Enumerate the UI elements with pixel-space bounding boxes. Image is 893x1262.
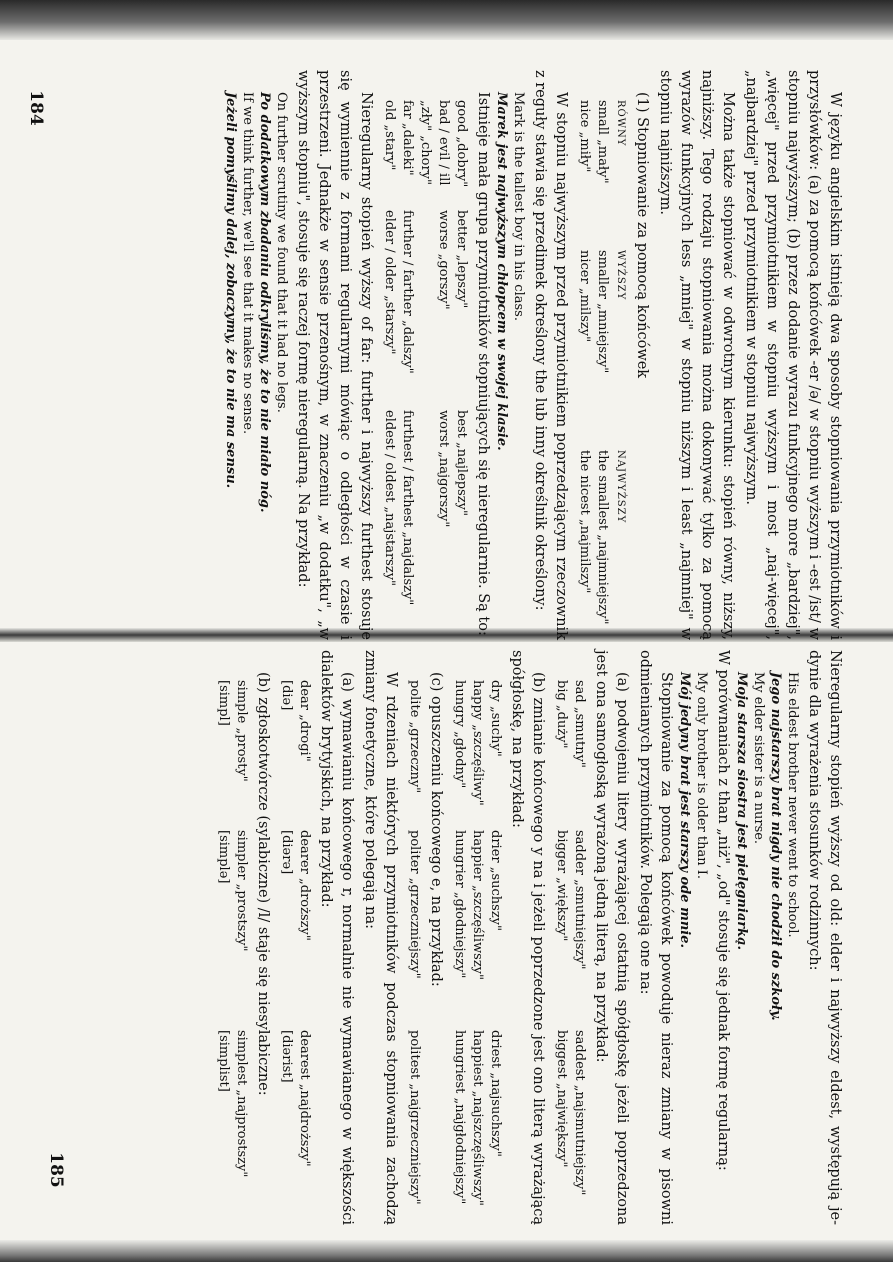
table-cell: dry „suchy" bbox=[488, 680, 503, 757]
table-cell: polite „grzeczny" bbox=[407, 680, 422, 794]
table-cell: politest „najgrzeczniejszy" bbox=[407, 1030, 422, 1205]
rule-a2: (a) wymawianiu końcowego r, normalnie nie wymawianego w większości dialektów brytyjskich, na przykład: bbox=[318, 650, 355, 1225]
table-cell: dearest „najdroższy" bbox=[297, 1030, 312, 1167]
rule-a: (a) podwojeniu litery wyrażającej ostatnią spółgłoskę jeżeli poprzedzona jest ona samogłoską wyrażoną jedną literą, na przykład: bbox=[593, 650, 630, 1225]
table-cell: further / farther „dalszy" bbox=[400, 210, 415, 374]
rule-b2: (b) zgłoskotwórcze (sylabiczne) /l/ staje się niesylabiczne: bbox=[255, 672, 271, 1096]
example bbox=[767, 650, 801, 1225]
table-cell: best „najlepszy" bbox=[454, 410, 469, 516]
table-cell: simpler „prostszy" bbox=[234, 830, 249, 952]
table-cell: worst „najgorszy" bbox=[436, 410, 451, 528]
table-cell: happiest „najszczęśliwszy" bbox=[470, 1030, 485, 1206]
table-cell: good „dobry" bbox=[454, 100, 469, 188]
table-cell: driest „najsuchszy" bbox=[488, 1030, 503, 1157]
example-pl: Po dodatkowym zbadaniu odkryliśmy, że to nie miało nóg. bbox=[257, 92, 272, 513]
table-cell: hungriest „najgłodniejszy" bbox=[452, 1030, 467, 1205]
table-cell: old „stary" bbox=[382, 100, 397, 171]
table-cell: better „lepszy" bbox=[454, 210, 469, 309]
old-note: Nieregularny stopień wyższy od old: elder i najwyższy eldest, występują je-dynie dla wyrażenia stosunków rodzinnych: bbox=[806, 650, 843, 1225]
table-cell: big „duży" bbox=[554, 680, 569, 749]
example-pl: Marek jest najwyższym chłopcem w swojej klasie. bbox=[494, 92, 509, 451]
far-note: Nieregularny stopień wyższy of far: further i najwyższy furthest stosuje się wymiennie z formami regularnymi mówiąc o odległości w czasie i przestrzeni. Jednakże w sensie przenośnym, w znaczeniu „w dodatku", „w wyższym stopniu", stosuje się raczej formę nieregularną. Na przykład: bbox=[295, 70, 374, 640]
example-en: My elder sister is a nurse. bbox=[751, 672, 766, 845]
intro-paragraph: W języku angielskim istnieją dwa sposoby stopniowania przymiotników i przysłówków: (a) za pomocą końcówek -er /ǝ/ w stopniu wyższym i -est /ist/ w stopniu najwyższym; (b) przez dodanie wyrazu funkcyjnego more „bardziej", „więcej" przed przymiotnikiem w stopniu wyższym i most „naj-więcej", „najbardziej" przed przymiotnikiem w stopniu najwyższym. bbox=[743, 70, 843, 640]
table-cell: simplest „najprostszy" bbox=[234, 1030, 249, 1178]
table-cell: elder / older „starszy" bbox=[382, 210, 397, 355]
table-cell: bad / evil / ill „zły" „chory" bbox=[418, 100, 451, 186]
example-pl: Mój jedyny brat jest starszy ode mnie. bbox=[677, 672, 692, 949]
table-cell: the nicest „najmilszy" bbox=[577, 450, 592, 594]
table-cell: biggest „największy" bbox=[554, 1030, 569, 1168]
section-heading: (1) Stopniowanie za pomocą końcówek bbox=[634, 92, 650, 379]
table-cell: far „daleki" bbox=[400, 100, 415, 176]
irregular-table bbox=[380, 70, 470, 640]
example-en: My only brother is older than I. bbox=[694, 672, 709, 880]
table-cell: the smallest „najmniejszy" bbox=[595, 450, 610, 625]
example bbox=[256, 70, 290, 640]
page-number-184: 184 bbox=[25, 90, 46, 126]
table-cell: hungry „głodny" bbox=[452, 680, 467, 789]
table-cell: [diǝ] bbox=[279, 680, 294, 711]
rule-a2-table bbox=[277, 650, 313, 1225]
table-cell: happier „szczęśliwszy" bbox=[470, 830, 485, 981]
table-cell: happy „szczęśliwy" bbox=[470, 680, 485, 806]
table-cell: nice „miły" bbox=[577, 100, 592, 173]
table-cell: small „mały" bbox=[595, 100, 610, 184]
table-cell: dearer „droższy" bbox=[297, 830, 312, 941]
example-en: If we think further, we'll see that it makes no sense. bbox=[240, 92, 255, 435]
rule-a-table bbox=[552, 650, 588, 1225]
table-header: WYŻSZY bbox=[615, 250, 626, 301]
example bbox=[676, 650, 710, 1225]
scanner-edge-top bbox=[0, 0, 893, 40]
rule-paragraph: W stopniu najwyższym przed przymiotnikiem poprzedzającym rzeczownik z reguły stawia się przedimek określony the lub inny określnik określony: bbox=[532, 70, 569, 640]
example-pl: Moja starsza siostra jest pielęgniarką. bbox=[734, 672, 749, 951]
table-cell: [simplist] bbox=[216, 1030, 231, 1092]
table-cell: dear „drogi" bbox=[297, 680, 312, 762]
example-en: His eldest brother never went to school. bbox=[785, 672, 800, 938]
page-number-185: 185 bbox=[45, 1152, 66, 1188]
table-cell: furthest / farthest „najdalszy" bbox=[400, 410, 415, 606]
than-note: W porównaniach z than „niż", „od" stosuje się jednak formę regularną: bbox=[715, 650, 731, 1171]
intro-paragraph-2: Można także stopniować w odwrotnym kierunku: stopień równy, niższy, najniższy. Tego rodzaju stopniowania można dokonywać tylko za pomocą wyrazów funkcyjnych less „mniej" w stopniu niższym i least „najmniej" w stopniu najniższym. bbox=[657, 70, 736, 640]
example-pl: Jego najstarszy brat nigdy nie chodził do szkoły. bbox=[768, 672, 783, 1021]
table-cell: nicer „milszy" bbox=[577, 250, 592, 343]
example bbox=[493, 70, 527, 640]
phonetic-note: W rdzeniach niektórych przymiotników podczas stopniowania zachodzą zmiany fonetyczne, które polegają na: bbox=[362, 650, 399, 1225]
rule-b: (b) zmianie końcowego y na i jeżeli poprzedzone jest ono literą wyrażającą spółgłoskę, na przykład: bbox=[509, 650, 546, 1225]
table-cell: smaller „mniejszy" bbox=[595, 250, 610, 374]
table-header: RÓWNY bbox=[615, 100, 626, 147]
rule-b-table bbox=[450, 650, 504, 1225]
example-en: On further scrutiny we found that it had no legs. bbox=[274, 92, 289, 413]
table-cell: sadder „smutniejszy" bbox=[572, 830, 587, 970]
table-cell: hungrier „głodniejszy" bbox=[452, 830, 467, 979]
rule-b2-table bbox=[214, 650, 250, 1225]
table-cell: [simplǝ] bbox=[216, 830, 231, 884]
comparison-table bbox=[575, 70, 629, 640]
table-cell: bigger „większy" bbox=[554, 830, 569, 942]
rule-c: (c) opuszczeniu końcowego e, na przykład: bbox=[428, 672, 444, 987]
table-cell: eldest / oldest „najstarszy" bbox=[382, 410, 397, 587]
rule-c-table bbox=[405, 650, 423, 1225]
spelling-note: Stopniowanie za pomocą końcówek powoduje nieraz zmiany w pisowni odmienianych przymiotników. Polegają one na: bbox=[637, 650, 674, 1225]
example bbox=[733, 650, 767, 1225]
example bbox=[222, 70, 256, 640]
table-cell: drier „suchszy" bbox=[488, 830, 503, 932]
example-pl: Jeżeli pomyślimy dalej, zobaczymy, że to nie ma sensu. bbox=[223, 92, 238, 489]
table-header: NAJWYŻSZY bbox=[615, 450, 626, 524]
example-en: Mark is the tallest boy in his class. bbox=[511, 92, 526, 321]
table-cell: sad „smutny" bbox=[572, 680, 587, 768]
table-cell: politer „grzeczniejszy" bbox=[407, 830, 422, 979]
table-cell: [diǝrist] bbox=[279, 1030, 294, 1083]
table-cell: simple „prosty" bbox=[234, 680, 249, 782]
table-cell: [diǝrǝ] bbox=[279, 830, 294, 875]
table-cell: saddest „najsmutniejszy" bbox=[572, 1030, 587, 1196]
irregular-intro: Istnieje mała grupa przymiotników stopniujących się nieregularnie. Są to: bbox=[475, 92, 491, 636]
table-cell: [simpl] bbox=[216, 680, 231, 726]
scanner-edge-bottom bbox=[0, 1240, 893, 1262]
table-cell: worse „gorszy" bbox=[436, 210, 451, 310]
